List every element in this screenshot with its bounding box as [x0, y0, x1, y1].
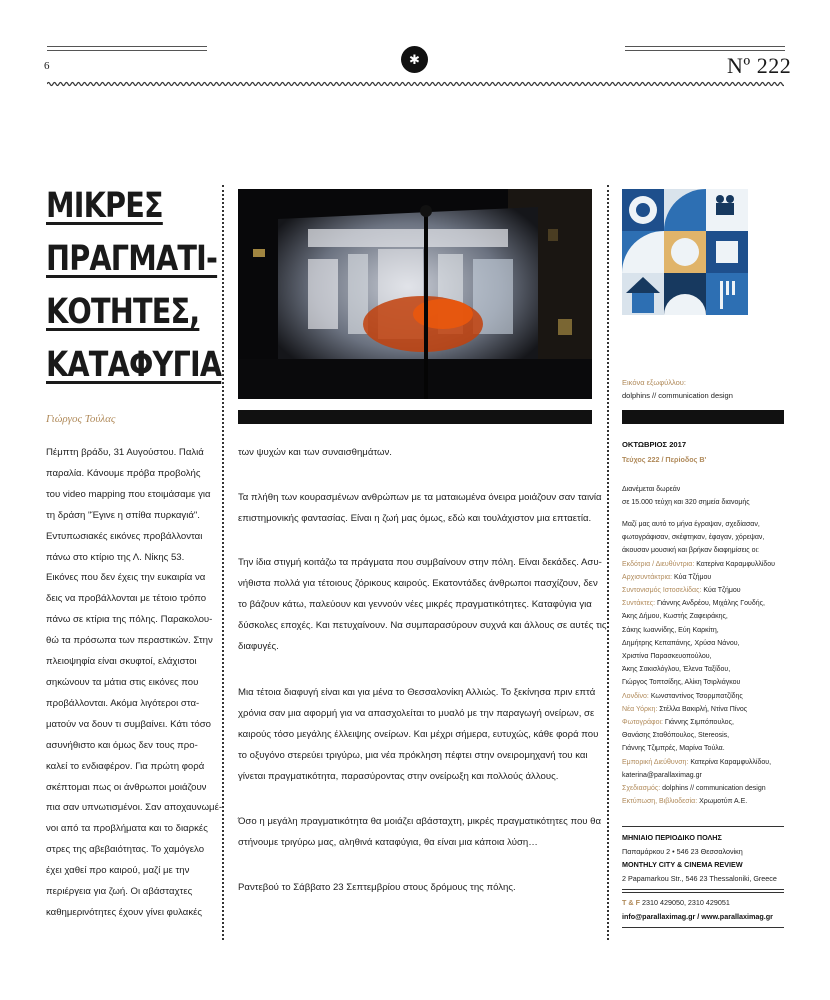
distribution-line: σε 15.000 τεύχη και 320 σημεία διανομής	[622, 499, 750, 507]
credit-value: Άκης Δήμου, Κωστής Ζαφειράκης,	[622, 613, 728, 621]
article-title	[46, 180, 222, 392]
text-line: δεις να προβάλλονται με τέτοιο τρόπο	[46, 593, 207, 605]
credit-row	[622, 624, 787, 637]
text-line: καθημερινότητες έχουν γίνει φυλακές	[46, 906, 203, 918]
text-line: καιρούς τόσο μεγάλης έλλειψης ονείρων. Και μέχρι σήμερα, ευτυχώς, κάθε φορά που	[238, 728, 599, 740]
credit-row	[622, 676, 787, 689]
header-rule-right-bottom	[625, 50, 785, 51]
credit-row	[622, 571, 787, 584]
credit-value: Κύα Τζήμου	[673, 573, 712, 581]
right-black-bar	[622, 410, 784, 424]
text-line: Ραντεβού το Σάββατο 23 Σεπτεμβρίου στους δρόμους της πόλης.	[238, 882, 516, 893]
left-column-text	[46, 443, 223, 924]
text-line: προβάλλονται. Ακόμα λιγότεροι στα-	[46, 697, 200, 709]
text-line: στρες της αβεβαιότητας. Το χαμόγελο	[46, 844, 205, 856]
text-line: παραλία. Κάνουμε πρόβα προβολής	[46, 467, 201, 479]
text-line: θώ τα πρόσωπα των περαστικών. Στην	[46, 635, 213, 647]
credit-row	[622, 795, 787, 808]
text-line: ασυνήθιστο και όμως δεν τους προ-	[46, 739, 198, 751]
page-number: 6	[44, 60, 50, 72]
text-line: πια σαν υπνωτισμένοι. Σαν αποχαυνωμέ-	[46, 802, 223, 814]
credit-value: katerina@parallaximag.gr	[622, 771, 702, 779]
credit-value: Γιάννης Τζιμπρές, Μαρίνα Τούλα.	[622, 745, 725, 753]
column-divider-left	[222, 185, 224, 940]
author-name: Γιώργος Τούλας	[46, 413, 116, 425]
credit-value: Σάκης Ιωαννίδης, Εύη Καρκίτη,	[622, 626, 719, 634]
credit-row	[622, 650, 787, 663]
footer-rule-1	[622, 826, 784, 827]
footer-rule-3	[622, 892, 784, 893]
text-line: διαφυγές.	[238, 640, 279, 652]
footer-phone-label: T & F	[622, 898, 642, 907]
credit-value: Γιάννης Ανδρέου, Μιχάλης Γουδής,	[657, 600, 765, 608]
cover-caption-label: Εικόνα εξωφύλλου:	[622, 378, 686, 387]
text-line: σηκώνουν τα μάτια στις εικόνες που	[46, 676, 199, 688]
paragraph	[238, 443, 592, 464]
text-line: Τα πλήθη των κουρασμένων ανθρώπων με τα ματαιωμένα όνειρα μοιάζουν σαν ταινία	[238, 492, 602, 503]
footer-rule-4	[622, 927, 784, 928]
credit-row	[622, 782, 787, 795]
credit-row	[622, 610, 787, 623]
credit-label: Λονδίνο:	[622, 692, 651, 700]
credit-row	[622, 558, 787, 571]
text-line: Όσο η μεγάλη πραγματικότητα θα μοιάζει αβάσταχτη, μικρές πραγματικότητες που θα	[238, 816, 602, 827]
middle-black-bar	[238, 410, 592, 424]
title-line: ΜΙΚΡΕΣ	[46, 186, 163, 226]
credit-value: Κύα Τζήμου	[703, 587, 741, 595]
credit-label: Εκδότρια / Διευθύντρια:	[622, 560, 697, 568]
credits-intro-line: άκουσαν μουσική και βρήκαν διαφημίσεις οι:	[622, 547, 759, 555]
credit-row	[622, 703, 787, 716]
credit-value: Χρωμοτύπ Α.Ε.	[699, 798, 748, 806]
footer-phone-value: 2310 429050, 2310 429051	[641, 898, 730, 907]
footer-gr-name: ΜΗΝΙΑΙΟ ΠΕΡΙΟΔΙΚΟ ΠΟΛΗΣ	[622, 833, 722, 842]
credit-label: Συντάκτες:	[622, 600, 658, 608]
credit-row	[622, 742, 787, 755]
text-line: Την ίδια στιγμή κοιτάζω τα πράγματα που συμβαίνουν στην πόλη. Είναι δεκάδες. Ασυ-	[238, 557, 602, 568]
credit-row	[622, 584, 787, 597]
credit-row	[622, 663, 787, 676]
paragraph	[238, 683, 599, 788]
paragraph	[238, 553, 607, 658]
header-rule-left-top	[47, 46, 207, 47]
text-line: Εντυπωσιακές εικόνες προβάλλονται	[46, 530, 203, 542]
text-line: νήθιστα πολλά για τέτοιους ζόρικους καιρούς. Εκατοντάδες άνθρωποι πασχίζουν, δεν	[238, 577, 598, 589]
credit-value: Δημήτρης Κεπαπάνης, Χρύσα Νάνου,	[622, 639, 740, 647]
credit-row	[622, 769, 787, 782]
issue-month: ΟΚΤΩΒΡΙΟΣ 2017	[622, 440, 687, 449]
paragraph	[238, 878, 592, 899]
credit-value: Άκης Σακισλόγλου, Έλενα Ταξίδου,	[622, 666, 731, 674]
title-line: ΚΑΤΑΦΥΓΙΑ	[46, 345, 222, 385]
credit-value: dolphins // communication design	[662, 785, 766, 793]
credit-value: Κωνσταντίνος Τσορμπατζίδης	[650, 692, 743, 700]
credit-label: Σχεδιασμός:	[622, 785, 663, 793]
footer-en-address: 2 Papamarkou Str., 546 23 Thessaloniki, Greece	[622, 874, 777, 883]
text-line: στήνουμε τριγύρω μας, αληθινά καταφύγια, θα είναι μια κάποια λύση…	[238, 836, 538, 848]
credit-label: Εμπορική Διεύθυνση:	[622, 758, 691, 766]
credits-intro-line: Μαζί μας αυτό το μήνα έγραψαν, σχεδίασαν,	[622, 521, 760, 528]
asterisk-icon: ✱	[401, 46, 428, 73]
text-line: ματούν να δουν τι συμβαίνει. Κάτι τόσο	[46, 718, 211, 730]
text-line: γίνεται πραγματικότητα, παρασύροντας στην ονείρωξη και πολλούς άλλους.	[238, 770, 559, 782]
credit-row	[622, 637, 787, 650]
text-line: καλεί το ενδιαφέρον. Για πρώτη φορά	[46, 760, 205, 772]
text-line: πάνω σε κτίρια της πόλης. Παρακολου-	[46, 614, 213, 626]
credit-label: Αρχισυντάκτρια:	[622, 573, 674, 581]
text-line: το βάζουν κάτω, παλεύουν και γεννούν νέες μικρές πραγματικότητες. Καταφύγια για	[238, 598, 592, 610]
header-wavy-rule	[47, 81, 784, 87]
text-line: πλειοψηφία είναι σκυφτοί, ελάχιστοι	[46, 656, 197, 668]
text-line: σκέπτομαι πως οι άνθρωποι μοιάζουν	[46, 781, 207, 793]
text-line: επιστημονικής φαντασίας. Είναι η ζωή μας όμως, εδώ και τουλάχιστον μια επταετία.	[238, 512, 592, 524]
text-line: περιέργεια για ζωή. Οι αβάσταχτες	[46, 886, 193, 898]
cover-image	[622, 189, 748, 315]
text-line: πάνω στο κτίριο της Λ. Νίκης 53.	[46, 551, 185, 563]
credit-value: Θανάσης Σταθόπουλος, Stereosis,	[622, 732, 730, 740]
column-divider-right	[607, 185, 609, 940]
footer-en-name: MONTHLY CITY & CINEMA REVIEW	[622, 860, 743, 869]
text-line: χρόνια σαν μια αφορμή για να απασχολείται το μυαλό με την παραγωγή ονείρων, σε	[238, 707, 595, 719]
credit-value: Χριστίνα Παρασκευοπούλου,	[622, 653, 712, 661]
issue-sub: Τεύχος 222 / Περίοδος Β'	[622, 455, 707, 464]
credit-row	[622, 690, 787, 703]
text-line: των ψυχών και των συναισθημάτων.	[238, 447, 392, 458]
paragraph	[238, 812, 602, 854]
text-line: έχει χαθεί προ καιρού, μαζί με την	[46, 865, 190, 877]
text-line: το οξυγόνο στερεύει τριγύρω, μια νέα πρόκληση πέφτει στην ονειρομηχανή του και	[238, 749, 588, 761]
credit-label: Συντονισμός Ιστοσελίδας:	[622, 587, 704, 595]
credit-label: Νέα Υόρκη:	[622, 705, 660, 713]
credit-label: Φωτογράφοι:	[622, 719, 665, 727]
text-line: Πέμπτη βράδυ, 31 Αυγούστου. Παλιά	[46, 447, 204, 458]
text-line: του video mapping που ετοιμάσαμε για	[46, 488, 211, 500]
credit-label: Εκτύπωση, Βιβλιοδεσία:	[622, 798, 700, 806]
credit-value: Γιάννης Σιμπόπουλος,	[664, 719, 734, 727]
credit-value: Στέλλα Βακιρλή, Ντίνα Πίνος	[659, 705, 748, 713]
credit-row	[622, 716, 787, 729]
paragraph	[238, 488, 602, 530]
footer-phone	[622, 898, 730, 907]
credits-intro-line: φωτογράφισαν, σκέφτηκαν, έφαγαν, χόρεψαν,	[622, 534, 765, 542]
title-line: ΚΟΤΗΤΕΣ,	[46, 292, 200, 332]
text-line: νοι από τα προβλήματα και το διαρκές	[46, 823, 208, 835]
text-line: δύσκολες εποχές. Και πετυχαίνουν. Να συμπαρασύρουν συχνά και άλλους σε αυτές τις	[238, 619, 607, 631]
credit-value: Κατερίνα Καραμφυλλίδου,	[690, 758, 772, 766]
credit-value: Γιώργος Τοπτσίδης, Αλίκη Τσιρλιάγκου	[622, 679, 741, 687]
credit-row	[622, 729, 787, 742]
cover-caption-value: dolphins // communication design	[622, 391, 733, 400]
distribution-info	[622, 483, 787, 509]
footer-contact-link[interactable]: info@parallaximag.gr / www.parallaximag.gr	[622, 912, 773, 921]
projection-photo	[238, 189, 592, 399]
credit-row	[622, 597, 787, 610]
credit-row	[622, 756, 787, 769]
text-line: Εικόνες που δεν έχεις την ευκαιρία να	[46, 572, 206, 584]
title-line: ΠΡΑΓΜΑΤΙ-	[46, 239, 218, 279]
header-rule-right-top	[625, 46, 785, 47]
footer-rule-2	[622, 889, 784, 890]
credits-block	[622, 518, 787, 808]
distribution-line: Διανέμεται δωρεάν	[622, 486, 681, 493]
text-line: τη δράση "Έγινε η σπίθα πυρκαγιά".	[46, 509, 200, 521]
credit-value: Κατερίνα Καραμφυλλίδου	[696, 560, 775, 568]
text-line: Μια τέτοια διαφυγή είναι και για μένα το Θεσσαλονίκη Αλλιώς. Το ξεκίνησα πριν επτά	[238, 687, 596, 698]
issue-number: Nº 222	[727, 53, 792, 78]
footer-gr-address: Παπαμάρκου 2 • 546 23 Θεσσαλονίκη	[622, 847, 743, 856]
header-rule-left-bottom	[47, 50, 207, 51]
